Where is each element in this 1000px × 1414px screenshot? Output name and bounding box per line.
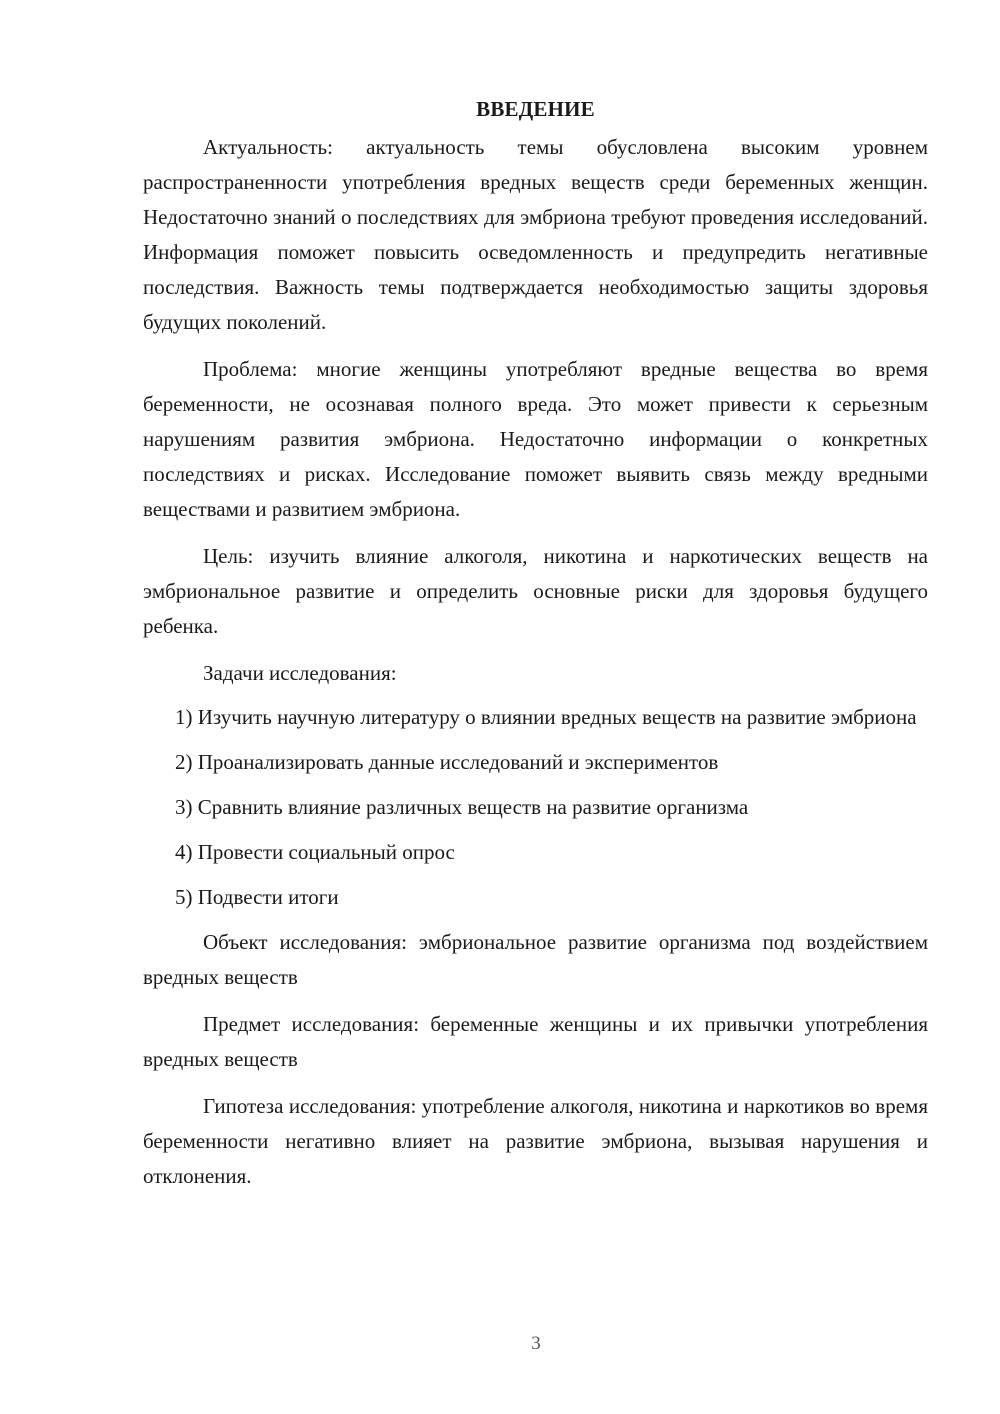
relevance-paragraph: Актуальность: актуальность темы обусловлена высоким уровнем распространенности употребления вредных веществ среди беременных женщин. Недостаточно знаний о последствиях для эмбриона требуют проведения исследований. Информация поможет повысить осведомленность и предупредить негативные последствия. Важность темы подтверждается необходимостью защиты здоровья будущих поколений.	[143, 135, 928, 334]
problem-paragraph: Проблема: многие женщины употребляют вредные вещества во время беременности, не осознавая полного вреда. Это может привести к серьезным нарушениям развития эмбриона. Недостаточно информации о конкретных последствиях и рисках. Исследование поможет выявить связь между вредными веществами и развитием эмбриона.	[143, 357, 928, 521]
page-number: 3	[531, 1333, 541, 1354]
task-item: 1) Изучить научную литературу о влиянии вредных веществ на развитие эмбриона	[175, 705, 917, 729]
hypothesis-paragraph: Гипотеза исследования: употребление алкоголя, никотина и наркотиков во время беременности негативно влияет на развитие эмбриона, вызывая нарушения и отклонения.	[143, 1094, 928, 1188]
page-body	[143, 92, 928, 1206]
subject-paragraph: Предмет исследования: беременные женщины и их привычки употребления вредных веществ	[143, 1012, 928, 1071]
page-title: ВВЕДЕНИЕ	[476, 97, 595, 121]
tasks-heading: Задачи исследования:	[203, 661, 397, 685]
task-item: 5) Подвести итоги	[175, 885, 339, 909]
tasks-list	[143, 700, 928, 915]
task-item: 3) Сравнить влияние различных веществ на развитие организма	[175, 795, 749, 819]
goal-paragraph: Цель: изучить влияние алкоголя, никотина и наркотических веществ на эмбриональное развитие и определить основные риски для здоровья будущего ребенка.	[143, 544, 928, 638]
task-item: 4) Провести социальный опрос	[175, 840, 455, 864]
object-paragraph: Объект исследования: эмбриональное развитие организма под воздействием вредных веществ	[143, 930, 928, 989]
task-item: 2) Проанализировать данные исследований и экспериментов	[175, 750, 719, 774]
